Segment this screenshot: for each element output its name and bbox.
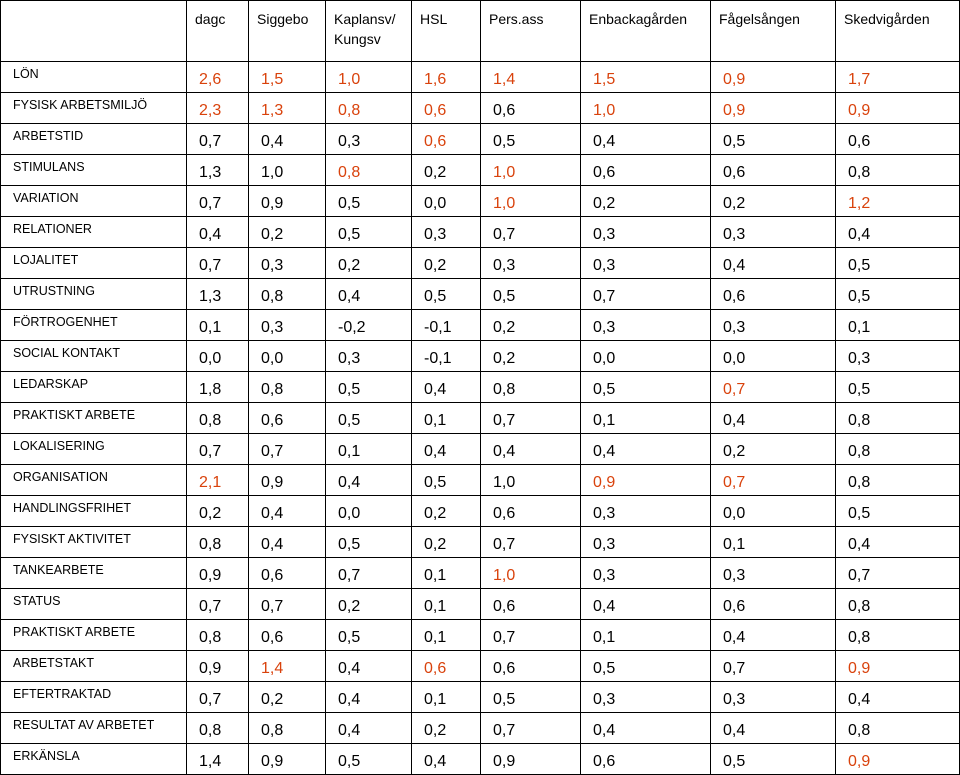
value-cell: 0,9 bbox=[711, 62, 836, 93]
column-header: Fågelsången bbox=[711, 1, 836, 62]
value-cell: 0,3 bbox=[249, 310, 326, 341]
value-cell: 0,0 bbox=[187, 341, 249, 372]
value-cell: -0,1 bbox=[412, 341, 481, 372]
table-row bbox=[1, 62, 960, 93]
value-cell: 1,4 bbox=[187, 744, 249, 775]
header-row bbox=[1, 1, 960, 62]
row-label: RESULTAT AV ARBETET bbox=[1, 713, 187, 744]
row-label: ERKÄNSLA bbox=[1, 744, 187, 775]
table-row bbox=[1, 403, 960, 434]
value-cell: 0,9 bbox=[711, 93, 836, 124]
row-label: HANDLINGSFRIHET bbox=[1, 496, 187, 527]
value-cell: 0,3 bbox=[711, 558, 836, 589]
value-cell: 1,3 bbox=[187, 155, 249, 186]
value-cell: 0,4 bbox=[326, 713, 412, 744]
column-header: Skedvigården bbox=[836, 1, 960, 62]
value-cell: 0,1 bbox=[581, 620, 711, 651]
value-cell: 0,1 bbox=[412, 682, 481, 713]
value-cell: 0,7 bbox=[481, 713, 581, 744]
value-cell: 0,0 bbox=[711, 496, 836, 527]
row-label: STATUS bbox=[1, 589, 187, 620]
table-row bbox=[1, 496, 960, 527]
value-cell: 1,7 bbox=[836, 62, 960, 93]
value-cell: 1,5 bbox=[581, 62, 711, 93]
value-cell: 0,1 bbox=[412, 620, 481, 651]
value-cell: 0,6 bbox=[412, 651, 481, 682]
value-cell: 0,2 bbox=[581, 186, 711, 217]
value-cell: 0,2 bbox=[412, 248, 481, 279]
value-cell: 1,5 bbox=[249, 62, 326, 93]
table-row bbox=[1, 465, 960, 496]
value-cell: 0,5 bbox=[836, 279, 960, 310]
value-cell: 0,5 bbox=[326, 403, 412, 434]
value-cell: 1,0 bbox=[326, 62, 412, 93]
value-cell: 0,2 bbox=[412, 527, 481, 558]
value-cell: 0,4 bbox=[249, 124, 326, 155]
table-row bbox=[1, 713, 960, 744]
value-cell: 0,4 bbox=[326, 279, 412, 310]
value-cell: 0,8 bbox=[836, 589, 960, 620]
value-cell: 0,4 bbox=[711, 248, 836, 279]
value-cell: 0,8 bbox=[249, 279, 326, 310]
value-cell: 0,8 bbox=[326, 93, 412, 124]
value-cell: 0,2 bbox=[326, 589, 412, 620]
value-cell: 0,3 bbox=[581, 310, 711, 341]
value-cell: 0,5 bbox=[711, 744, 836, 775]
value-cell: 0,1 bbox=[711, 527, 836, 558]
value-cell: 0,9 bbox=[187, 558, 249, 589]
value-cell: 0,3 bbox=[581, 248, 711, 279]
value-cell: 0,4 bbox=[581, 434, 711, 465]
value-cell: 0,7 bbox=[481, 527, 581, 558]
value-cell: 0,4 bbox=[711, 403, 836, 434]
value-cell: 1,4 bbox=[249, 651, 326, 682]
corner-cell bbox=[1, 1, 187, 62]
table-row bbox=[1, 93, 960, 124]
value-cell: 0,7 bbox=[249, 589, 326, 620]
value-cell: 0,4 bbox=[581, 124, 711, 155]
value-cell: 0,7 bbox=[481, 403, 581, 434]
value-cell: 0,4 bbox=[581, 713, 711, 744]
value-cell: 0,4 bbox=[412, 372, 481, 403]
column-header: HSL bbox=[412, 1, 481, 62]
value-cell: 1,3 bbox=[249, 93, 326, 124]
row-label: SOCIAL KONTAKT bbox=[1, 341, 187, 372]
value-cell: 0,8 bbox=[481, 372, 581, 403]
value-cell: 0,8 bbox=[836, 465, 960, 496]
value-cell: 0,5 bbox=[326, 744, 412, 775]
value-cell: 0,1 bbox=[326, 434, 412, 465]
table-row bbox=[1, 279, 960, 310]
value-cell: 0,6 bbox=[249, 558, 326, 589]
row-label: ARBETSTAKT bbox=[1, 651, 187, 682]
row-label: STIMULANS bbox=[1, 155, 187, 186]
value-cell: 0,4 bbox=[326, 682, 412, 713]
table-body bbox=[1, 62, 960, 775]
value-cell: 2,6 bbox=[187, 62, 249, 93]
value-cell: -0,1 bbox=[412, 310, 481, 341]
value-cell: 1,4 bbox=[481, 62, 581, 93]
column-header: Kaplansv/ Kungsv bbox=[326, 1, 412, 62]
value-cell: 0,7 bbox=[581, 279, 711, 310]
table-row bbox=[1, 527, 960, 558]
value-cell: 0,9 bbox=[581, 465, 711, 496]
table-row bbox=[1, 620, 960, 651]
value-cell: 1,6 bbox=[412, 62, 481, 93]
value-cell: 0,5 bbox=[412, 279, 481, 310]
value-cell: 0,8 bbox=[187, 527, 249, 558]
value-cell: 0,2 bbox=[412, 496, 481, 527]
value-cell: 0,4 bbox=[412, 434, 481, 465]
value-cell: 0,6 bbox=[711, 589, 836, 620]
value-cell: 0,4 bbox=[836, 527, 960, 558]
value-cell: 0,2 bbox=[412, 713, 481, 744]
row-label: PRAKTISKT ARBETE bbox=[1, 403, 187, 434]
value-cell: 0,7 bbox=[836, 558, 960, 589]
value-cell: 0,8 bbox=[249, 713, 326, 744]
value-cell: 0,7 bbox=[187, 248, 249, 279]
value-cell: 0,8 bbox=[836, 403, 960, 434]
column-header: dagc bbox=[187, 1, 249, 62]
value-cell: 0,3 bbox=[581, 496, 711, 527]
row-label: LEDARSKAP bbox=[1, 372, 187, 403]
value-cell: 0,2 bbox=[711, 434, 836, 465]
value-cell: 0,5 bbox=[836, 496, 960, 527]
value-cell: 0,5 bbox=[412, 465, 481, 496]
value-cell: 1,0 bbox=[481, 465, 581, 496]
value-cell: 0,1 bbox=[412, 558, 481, 589]
value-cell: 0,0 bbox=[581, 341, 711, 372]
value-cell: 0,6 bbox=[711, 155, 836, 186]
value-cell: 0,3 bbox=[326, 341, 412, 372]
value-cell: 0,7 bbox=[711, 651, 836, 682]
row-label: UTRUSTNING bbox=[1, 279, 187, 310]
table-row bbox=[1, 310, 960, 341]
column-header: Enbackagården bbox=[581, 1, 711, 62]
value-cell: 0,6 bbox=[481, 496, 581, 527]
table-row bbox=[1, 217, 960, 248]
value-cell: 0,3 bbox=[711, 682, 836, 713]
value-cell: 0,4 bbox=[481, 434, 581, 465]
value-cell: 1,8 bbox=[187, 372, 249, 403]
row-label: FYSISK ARBETSMILJÖ bbox=[1, 93, 187, 124]
value-cell: 0,1 bbox=[187, 310, 249, 341]
value-cell: 0,5 bbox=[326, 620, 412, 651]
table-row bbox=[1, 248, 960, 279]
value-cell: 0,8 bbox=[836, 434, 960, 465]
value-cell: 0,7 bbox=[711, 465, 836, 496]
table-row bbox=[1, 682, 960, 713]
value-cell: 0,7 bbox=[187, 434, 249, 465]
row-label: RELATIONER bbox=[1, 217, 187, 248]
row-label: FYSISKT AKTIVITET bbox=[1, 527, 187, 558]
value-cell: 0,8 bbox=[187, 403, 249, 434]
table-row bbox=[1, 589, 960, 620]
value-cell: 0,4 bbox=[249, 527, 326, 558]
value-cell: 0,4 bbox=[836, 217, 960, 248]
value-cell: 0,0 bbox=[412, 186, 481, 217]
value-cell: -0,2 bbox=[326, 310, 412, 341]
value-cell: 0,8 bbox=[187, 620, 249, 651]
value-cell: 0,9 bbox=[187, 651, 249, 682]
value-cell: 0,2 bbox=[481, 341, 581, 372]
value-cell: 0,8 bbox=[836, 713, 960, 744]
value-cell: 0,8 bbox=[249, 372, 326, 403]
row-label: VARIATION bbox=[1, 186, 187, 217]
value-cell: 0,3 bbox=[581, 217, 711, 248]
value-cell: 0,9 bbox=[836, 744, 960, 775]
value-cell: 0,2 bbox=[249, 217, 326, 248]
value-cell: 0,8 bbox=[836, 620, 960, 651]
value-cell: 0,2 bbox=[711, 186, 836, 217]
value-cell: 0,2 bbox=[412, 155, 481, 186]
value-cell: 0,5 bbox=[326, 372, 412, 403]
value-cell: 0,0 bbox=[326, 496, 412, 527]
value-cell: 0,4 bbox=[187, 217, 249, 248]
value-cell: 0,6 bbox=[249, 620, 326, 651]
value-cell: 0,3 bbox=[836, 341, 960, 372]
value-cell: 0,7 bbox=[187, 186, 249, 217]
table-row bbox=[1, 341, 960, 372]
table-row bbox=[1, 744, 960, 775]
value-cell: 0,8 bbox=[187, 713, 249, 744]
value-cell: 0,7 bbox=[187, 589, 249, 620]
value-cell: 0,6 bbox=[581, 155, 711, 186]
row-label: ORGANISATION bbox=[1, 465, 187, 496]
value-cell: 0,5 bbox=[326, 527, 412, 558]
value-cell: 0,9 bbox=[481, 744, 581, 775]
value-cell: 0,0 bbox=[249, 341, 326, 372]
table-row bbox=[1, 186, 960, 217]
column-header: Siggebo bbox=[249, 1, 326, 62]
value-cell: 0,2 bbox=[326, 248, 412, 279]
value-cell: 0,7 bbox=[481, 620, 581, 651]
value-cell: 0,7 bbox=[326, 558, 412, 589]
value-cell: 0,5 bbox=[711, 124, 836, 155]
value-cell: 0,9 bbox=[249, 465, 326, 496]
row-label: FÖRTROGENHET bbox=[1, 310, 187, 341]
value-cell: 0,7 bbox=[249, 434, 326, 465]
value-cell: 0,4 bbox=[326, 465, 412, 496]
value-cell: 0,7 bbox=[481, 217, 581, 248]
value-cell: 0,9 bbox=[836, 651, 960, 682]
table-row bbox=[1, 558, 960, 589]
value-cell: 1,0 bbox=[581, 93, 711, 124]
value-cell: 0,9 bbox=[836, 93, 960, 124]
row-label: EFTERTRAKTAD bbox=[1, 682, 187, 713]
value-cell: 0,3 bbox=[711, 217, 836, 248]
value-cell: 0,5 bbox=[326, 186, 412, 217]
value-cell: 0,7 bbox=[187, 682, 249, 713]
value-cell: 0,4 bbox=[412, 744, 481, 775]
value-cell: 0,2 bbox=[187, 496, 249, 527]
value-cell: 0,6 bbox=[481, 589, 581, 620]
value-cell: 0,3 bbox=[711, 310, 836, 341]
value-cell: 0,3 bbox=[249, 248, 326, 279]
table-row bbox=[1, 651, 960, 682]
value-cell: 0,4 bbox=[249, 496, 326, 527]
value-cell: 0,6 bbox=[412, 93, 481, 124]
value-cell: 1,0 bbox=[481, 558, 581, 589]
value-cell: 0,7 bbox=[711, 372, 836, 403]
value-cell: 0,6 bbox=[481, 93, 581, 124]
table-header bbox=[1, 1, 960, 62]
value-cell: 0,1 bbox=[412, 589, 481, 620]
row-label: LOKALISERING bbox=[1, 434, 187, 465]
value-cell: 0,1 bbox=[836, 310, 960, 341]
value-cell: 0,3 bbox=[581, 527, 711, 558]
value-cell: 0,3 bbox=[581, 682, 711, 713]
column-header: Pers.ass bbox=[481, 1, 581, 62]
value-cell: 0,6 bbox=[249, 403, 326, 434]
row-label: LOJALITET bbox=[1, 248, 187, 279]
value-cell: 1,0 bbox=[481, 155, 581, 186]
value-cell: 0,6 bbox=[412, 124, 481, 155]
value-cell: 2,3 bbox=[187, 93, 249, 124]
value-cell: 0,3 bbox=[326, 124, 412, 155]
value-cell: 0,3 bbox=[481, 248, 581, 279]
value-cell: 1,2 bbox=[836, 186, 960, 217]
value-cell: 2,1 bbox=[187, 465, 249, 496]
table-row bbox=[1, 155, 960, 186]
value-cell: 0,5 bbox=[581, 372, 711, 403]
table-row bbox=[1, 434, 960, 465]
value-cell: 0,8 bbox=[326, 155, 412, 186]
table-row bbox=[1, 124, 960, 155]
value-cell: 0,5 bbox=[836, 248, 960, 279]
row-label: PRAKTISKT ARBETE bbox=[1, 620, 187, 651]
value-cell: 0,4 bbox=[581, 589, 711, 620]
value-cell: 0,6 bbox=[836, 124, 960, 155]
value-cell: 0,5 bbox=[581, 651, 711, 682]
value-cell: 1,0 bbox=[481, 186, 581, 217]
value-cell: 0,9 bbox=[249, 744, 326, 775]
value-cell: 0,1 bbox=[581, 403, 711, 434]
row-label: TANKEARBETE bbox=[1, 558, 187, 589]
value-cell: 0,5 bbox=[481, 279, 581, 310]
value-cell: 0,6 bbox=[581, 744, 711, 775]
value-cell: 0,9 bbox=[249, 186, 326, 217]
value-cell: 0,6 bbox=[481, 651, 581, 682]
value-cell: 0,4 bbox=[836, 682, 960, 713]
value-cell: 0,5 bbox=[481, 682, 581, 713]
value-cell: 0,2 bbox=[481, 310, 581, 341]
value-cell: 0,5 bbox=[481, 124, 581, 155]
value-cell: 0,5 bbox=[836, 372, 960, 403]
value-cell: 1,0 bbox=[249, 155, 326, 186]
table-row bbox=[1, 372, 960, 403]
value-cell: 0,5 bbox=[326, 217, 412, 248]
row-label: ARBETSTID bbox=[1, 124, 187, 155]
value-cell: 1,3 bbox=[187, 279, 249, 310]
row-label: LÖN bbox=[1, 62, 187, 93]
value-cell: 0,4 bbox=[326, 651, 412, 682]
value-cell: 0,2 bbox=[249, 682, 326, 713]
value-cell: 0,4 bbox=[711, 713, 836, 744]
value-cell: 0,6 bbox=[711, 279, 836, 310]
value-cell: 0,8 bbox=[836, 155, 960, 186]
value-cell: 0,7 bbox=[187, 124, 249, 155]
value-cell: 0,1 bbox=[412, 403, 481, 434]
value-cell: 0,0 bbox=[711, 341, 836, 372]
value-cell: 0,4 bbox=[711, 620, 836, 651]
value-cell: 0,3 bbox=[412, 217, 481, 248]
value-cell: 0,3 bbox=[581, 558, 711, 589]
